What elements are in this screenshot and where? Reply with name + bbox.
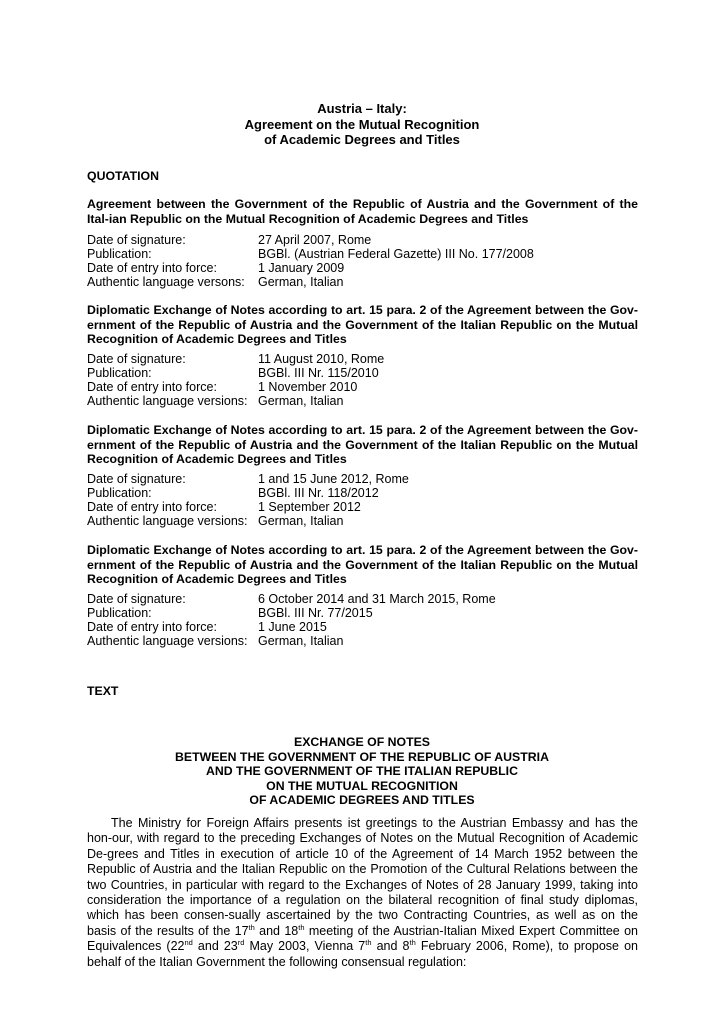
info-row (87, 275, 647, 289)
info-label: Date of signature: (87, 592, 186, 606)
section-4-info (87, 592, 647, 648)
info-label: Authentic language versions: (87, 394, 248, 408)
info-value: 27 April 2007, Rome (258, 233, 372, 247)
exchange-of-notes-title (0, 735, 724, 808)
info-label: Date of signature: (87, 352, 186, 366)
info-label: Publication: (87, 486, 152, 500)
info-label: Authentic language versions: (87, 514, 248, 528)
info-value: 1 and 15 June 2012, Rome (258, 472, 409, 486)
info-value: 1 January 2009 (258, 261, 345, 275)
info-value: BGBl. (Austrian Federal Gazette) III No. 177/2008 (258, 247, 534, 261)
section-4-title: Diplomatic Exchange of Notes according to art. 15 para. 2 of the Agreement between the Gov-ernment of the Republic of Austria and the Government of the Italian Republic on the Mutual Recognition of Academic Degrees and Titles (87, 543, 638, 586)
text-heading: TEXT (87, 684, 119, 698)
info-row (87, 500, 647, 514)
info-row (87, 380, 647, 394)
info-value: German, Italian (258, 514, 344, 528)
info-value: 11 August 2010, Rome (258, 352, 385, 366)
title-line-3: of Academic Degrees and Titles (264, 132, 460, 147)
info-label: Date of signature: (87, 233, 186, 247)
info-row (87, 606, 647, 620)
notes-title-line: EXCHANGE OF NOTES (294, 735, 430, 749)
info-row (87, 352, 647, 366)
info-value: BGBl. III Nr. 115/2010 (258, 366, 379, 380)
notes-title-line: BETWEEN THE GOVERNMENT OF THE REPUBLIC OF AUSTRIA (175, 749, 549, 764)
info-label: Publication: (87, 247, 152, 261)
title-line-2: Agreement on the Mutual Recognition (244, 116, 480, 132)
ordinal-suffix: th (248, 922, 255, 932)
ordinal-suffix: nd (184, 938, 193, 948)
info-label: Publication: (87, 606, 152, 620)
info-value: BGBl. III Nr. 77/2015 (258, 606, 373, 620)
info-label: Date of entry into force: (87, 261, 217, 275)
section-2-title: Diplomatic Exchange of Notes according to art. 15 para. 2 of the Agreement between the Gov-ernment of the Republic of Austria and the Government of the Italian Republic on the Mutual Recognition of Academic Degrees and Titles (87, 303, 638, 346)
ordinal-suffix: th (365, 938, 372, 948)
info-value: 1 June 2015 (258, 620, 327, 634)
info-row (87, 514, 647, 528)
section-3-info (87, 472, 647, 528)
info-label: Date of entry into force: (87, 500, 217, 514)
info-row (87, 394, 647, 408)
section-3-title: Diplomatic Exchange of Notes according to art. 15 para. 2 of the Agreement between the Gov-ernment of the Republic of Austria and the Government of the Italian Republic on the Mutual Recognition of Academic Degrees and Titles (87, 423, 638, 466)
info-label: Publication: (87, 366, 152, 380)
quotation-heading: QUOTATION (87, 169, 159, 183)
notes-title-line: AND THE GOVERNMENT OF THE ITALIAN REPUBLIC (206, 764, 518, 778)
info-row (87, 634, 647, 648)
body-text: and 18 (254, 923, 299, 938)
info-value: German, Italian (258, 275, 344, 289)
notes-title-line: ON THE MUTUAL RECOGNITION (266, 778, 458, 793)
info-row (87, 592, 647, 606)
section-2-info (87, 352, 647, 408)
ordinal-suffix: th (409, 938, 416, 948)
info-value: 1 November 2010 (258, 380, 358, 394)
info-row (87, 233, 647, 247)
body-text: February 2006, Rome), to propose on behalf of the Italian Government the following consensual regulation: (87, 939, 638, 969)
info-row (87, 261, 647, 275)
section-1-info (87, 233, 647, 289)
notes-title-line: OF ACADEMIC DEGREES AND TITLES (249, 793, 475, 807)
body-text: meeting of the Austrian-Italian Mixed Expert Committee on Equivalences (22 (87, 923, 639, 954)
title-line-1: Austria – Italy: (317, 101, 407, 116)
info-label: Date of entry into force: (87, 620, 217, 634)
body-paragraph (87, 816, 638, 970)
info-value: BGBl. III Nr. 118/2012 (258, 486, 379, 500)
document-title (0, 101, 724, 148)
ordinal-suffix: rd (237, 938, 245, 948)
info-label: Authentic language versions: (87, 634, 248, 648)
info-label: Date of entry into force: (87, 380, 217, 394)
info-label: Date of signature: (87, 472, 186, 486)
body-text: May 2003, Vienna 7 (244, 939, 366, 954)
info-row (87, 366, 647, 380)
info-label: Authentic language versons: (87, 275, 245, 289)
ordinal-suffix: th (298, 922, 305, 932)
section-1-title: Agreement between the Government of the Republic of Austria and the Government of the Ital-ian Republic on the Mutual Recognition of Academic Degrees and Titles (87, 197, 638, 226)
info-row (87, 472, 647, 486)
info-row (87, 620, 647, 634)
info-row (87, 247, 647, 261)
info-value: German, Italian (258, 394, 344, 408)
info-value: 6 October 2014 and 31 March 2015, Rome (258, 592, 496, 606)
body-text: and 23 (192, 939, 238, 954)
info-value: 1 September 2012 (258, 500, 361, 514)
body-text: and 8 (371, 939, 410, 954)
info-row (87, 486, 647, 500)
body-text: The Ministry for Foreign Affairs presents ist greetings to the Austrian Embassy and has the hon-our, with regard to the preceding Exchanges of Notes on the Mutual Recognition of Academic De-grees and Titles in execution of article 10 of the Agreement of 14 March 1952 between the Republic of Austria and the Italian Republic on the Promotion of the Cultural Relations between the two Countries, in particular with regard to the Exchanges of Notes of 28 January 1999, taking into consideration the importance of a regulation on the bilateral recognition of final study diplomas, which has been consen-sually ascertained by the two Contracting Countries, as well as on the basis of the results of the 17 (87, 816, 638, 938)
info-value: German, Italian (258, 634, 344, 648)
